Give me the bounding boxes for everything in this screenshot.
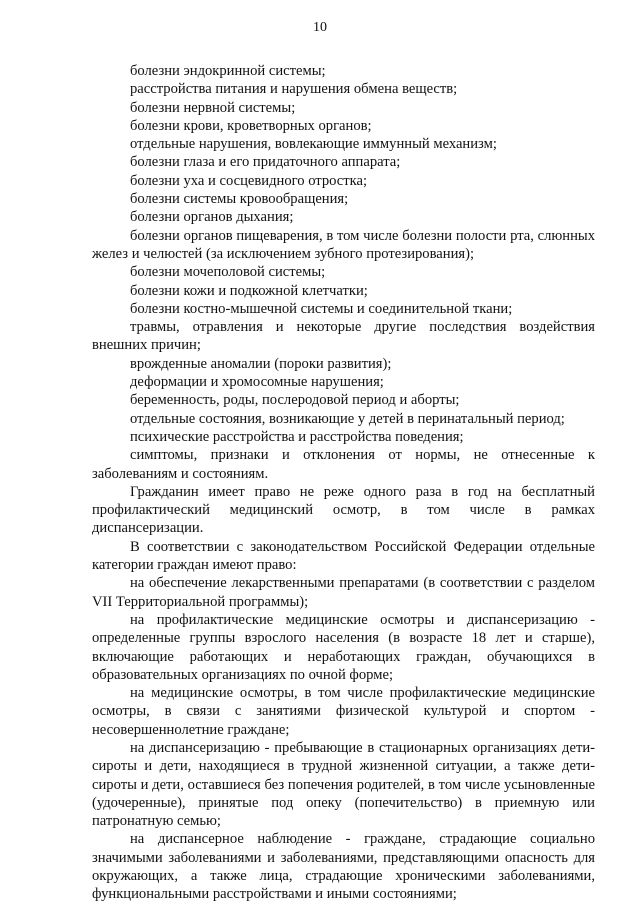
paragraph-skin: болезни кожи и подкожной клетчатки; (130, 282, 368, 299)
paragraph-dispensary-observation: на диспансерное наблюдение - граждане, страдающие социально значимыми заболеваниями и заболеваниями, представляющими опасность для окружающих, а также лица, страдающие хроническими заболеваниями, функциональными расстройствами и иными состояниями; (92, 831, 595, 903)
paragraph-injuries: травмы, отравления и некоторые другие последствия воздействия внешних причин; (92, 319, 595, 354)
paragraph-digestive: болезни органов пищеварения, в том числе болезни полости рта, слюнных желез и челюстей (за исключением зубного протезирования); (92, 227, 595, 262)
paragraph-sports-checkups: на медицинские осмотры, в том числе профилактические медицинские осмотры, в связи с занятиями физической культурой и спортом - несовершеннолетние граждане; (92, 685, 595, 738)
paragraph-annual-checkup: Гражданин имеет право не реже одного раза в год на бесплатный профилактический медицинский осмотр, в том числе в рамках диспансеризации. (92, 483, 595, 537)
paragraph-medicines: на обеспечение лекарственными препаратами (в соответствии с разделом VII Территориальной программы); (92, 575, 595, 610)
paragraph-endocrine: болезни эндокринной системы; (130, 63, 326, 79)
paragraph-nervous: болезни нервной системы; (130, 99, 296, 116)
paragraph-ear: болезни уха и сосцевидного отростка; (130, 172, 368, 189)
paragraph-congenital: врожденные аномалии (пороки развития); (130, 355, 392, 372)
paragraph-musculoskeletal: болезни костно-мышечной системы и соединительной ткани; (130, 300, 513, 317)
paragraph-immune: отдельные нарушения, вовлекающие иммунный механизм; (130, 136, 497, 153)
page-number: 10 (313, 20, 327, 35)
document-body (92, 62, 595, 904)
paragraph-blood: болезни крови, кроветворных органов; (130, 117, 372, 134)
paragraph-chromosomal: деформации и хромосомные нарушения; (130, 374, 384, 391)
paragraph-symptoms: симптомы, признаки и отклонения от нормы, не отнесенные к заболеваниям и состояниям. (92, 447, 595, 482)
paragraph-genitourinary: болезни мочеполовой системы; (130, 264, 326, 281)
paragraph-circulatory: болезни системы кровообращения; (130, 191, 349, 208)
paragraph-categories-intro: В соответствии с законодательством Российской Федерации отдельные категории граждан имеют право: (92, 538, 595, 574)
paragraph-perinatal: отдельные состояния, возникающие у детей в перинатальный период; (130, 410, 565, 427)
paragraph-nutrition: расстройства питания и нарушения обмена веществ; (130, 81, 458, 98)
paragraph-orphans-screening: на диспансеризацию - пребывающие в стационарных организациях дети-сироты и дети, находящиеся в трудной жизненной ситуации, а также дети-сироты и дети, оставшиеся без попечения родителей, в том числе усыновленные (удочеренные), принятые под опеку (попечительство) в приемную или патронатную семью; (92, 739, 595, 830)
paragraph-mental: психические расстройства и расстройства поведения; (130, 428, 464, 445)
paragraph-respiratory: болезни органов дыхания; (130, 209, 294, 226)
paragraph-adult-screening: на профилактические медицинские осмотры и диспансеризацию - определенные группы взрослого населения (в возрасте 18 лет и старше), включающие работающих и неработающих граждан, обучающихся в образовательных организациях по очной форме; (92, 611, 595, 683)
paragraph-pregnancy: беременность, роды, послеродовой период и аборты; (130, 392, 460, 409)
paragraph-eye: болезни глаза и его придаточного аппарата; (130, 154, 401, 171)
